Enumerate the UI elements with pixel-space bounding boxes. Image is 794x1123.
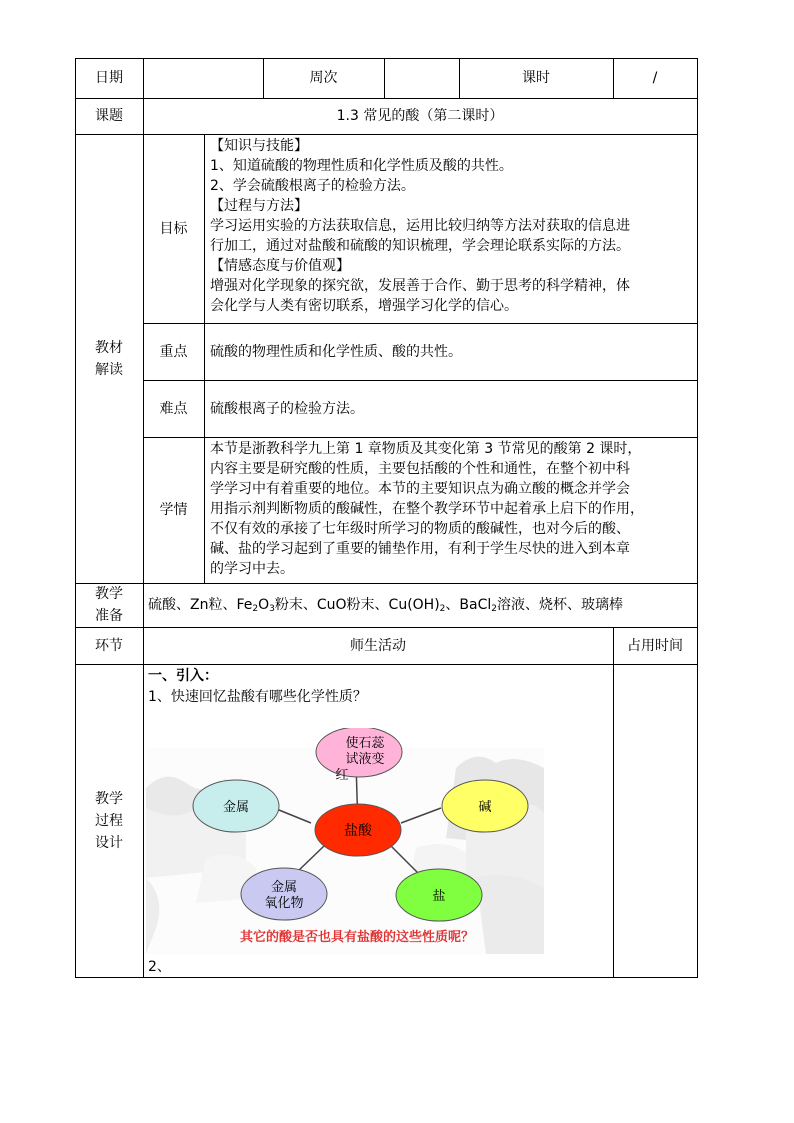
prep-part: 溶液、烧杯、玻璃棒 — [497, 597, 623, 613]
prep-part: 、BaCl — [445, 597, 492, 613]
top-node-label-line2: 试液变 — [345, 752, 385, 767]
analysis-label-line2: 解读 — [95, 361, 123, 378]
step-column-header: 环节 — [95, 637, 123, 654]
situation-line: 本节是浙教科学九上第 1 章物质及其变化第 3 节常见的酸第 2 课时， — [210, 441, 642, 457]
goals-line: 1、知道硫酸的物理性质和化学性质及酸的共性。 — [210, 158, 513, 174]
bottom-right-node-label: 盐 — [432, 889, 446, 904]
goals-line: 增强对化学现象的探究欲，发展善于合作、勤于思考的科学精神，体 — [210, 278, 630, 294]
key-point-value: 硫酸的物理性质和化学性质、酸的共性。 — [210, 344, 462, 360]
goals-line: 学习运用实验的方法获取信息，运用比较归纳等方法对获取的信息进 — [210, 218, 630, 234]
analysis-label-line1: 教材 — [95, 339, 123, 356]
situation-line: 的学习中去。 — [210, 561, 294, 577]
goals-line: 【情感态度与价值观】 — [210, 258, 350, 274]
center-node-label: 盐酸 — [344, 823, 372, 839]
prep-part: 粉末、CuO粉末、Cu(OH) — [274, 597, 440, 613]
bottom-left-node-label-line1: 金属 — [270, 880, 298, 895]
situation-label: 学情 — [159, 502, 188, 518]
goals-text — [210, 136, 696, 316]
date-label: 日期 — [95, 70, 123, 86]
period-value: / — [652, 70, 658, 86]
process-label-line3: 设计 — [95, 834, 123, 851]
date-value — [143, 58, 263, 98]
prep-sub: 2 — [252, 604, 259, 614]
goals-line: 行加工，通过对盐酸和硫酸的知识梳理，学会理论联系实际的方法。 — [210, 238, 630, 254]
prep-part: O — [258, 597, 270, 613]
situation-line: 碱、盐的学习起到了重要的铺垫作用，有利于学生尽快的进入到本章 — [210, 541, 630, 557]
prep-sub: 3 — [269, 604, 275, 614]
process-label-line1: 教学 — [95, 790, 123, 807]
preparation-label-line2: 准备 — [95, 608, 123, 624]
goals-line: 【过程与方法】 — [210, 198, 308, 214]
bottom-left-node-label-line2: 氧化物 — [264, 896, 304, 911]
key-point-label: 重点 — [159, 343, 188, 360]
period-label: 课时 — [522, 70, 550, 86]
hydrochloric-acid-property-diagram — [146, 728, 544, 954]
time-column-header: 占用时间 — [627, 637, 683, 654]
situation-text — [210, 439, 696, 579]
difficulty-label: 难点 — [159, 400, 188, 417]
top-node-label-line3: 红 — [335, 768, 349, 783]
prep-sub: 2 — [491, 604, 497, 614]
goals-line: 2、学会硫酸根离子的检验方法。 — [210, 178, 415, 194]
goals-label: 目标 — [159, 220, 188, 237]
situation-line: 用指示剂判断物质的酸碱性，在整个教学环节中起着承上启下的作用， — [210, 501, 644, 517]
preparation-label — [75, 583, 143, 627]
goals-line: 【知识与技能】 — [210, 138, 308, 154]
prep-sub: 2 — [439, 604, 446, 614]
situation-line: 不仅有效的承接了七年级时所学习的物质的酸碱性，也对今后的酸、 — [210, 521, 630, 537]
goals-line: 会化学与人类有密切联系，增强学习化学的信心。 — [210, 298, 518, 314]
right-node-label: 碱 — [478, 800, 492, 815]
diagram-svg — [146, 728, 544, 954]
difficulty-value: 硫酸根离子的检验方法。 — [210, 401, 364, 417]
week-value — [384, 58, 459, 98]
process-label — [75, 664, 143, 977]
process-heading: 一、引入： — [148, 668, 218, 684]
diagram-caption: 其它的酸是否也具有盐酸的这些性质呢？ — [239, 930, 475, 945]
analysis-label — [75, 134, 143, 583]
left-node-label: 金属 — [222, 800, 250, 815]
preparation-label-line1: 教学 — [95, 586, 123, 602]
prep-part: 硫酸、Zn粒、Fe — [148, 597, 253, 613]
week-label: 周次 — [309, 70, 338, 86]
top-node-label-line1: 使石蕊 — [345, 736, 385, 751]
situation-line: 内容主要是研究酸的性质，主要包括酸的个性和通性，在整个初中科 — [210, 461, 630, 477]
situation-line: 学学习中有着重要的地位。本节的主要知识点为确立酸的概念并学会 — [210, 481, 630, 497]
topic-label: 课题 — [95, 108, 123, 124]
activity-column-header: 师生活动 — [350, 637, 406, 654]
process-label-line2: 过程 — [95, 812, 123, 829]
topic-value: 1.3 常见的酸（第二课时） — [336, 108, 504, 124]
process-item-2: 2、 — [148, 959, 171, 975]
preparation-value — [148, 595, 693, 619]
process-question: 1、快速回忆盐酸有哪些化学性质？ — [148, 689, 367, 705]
